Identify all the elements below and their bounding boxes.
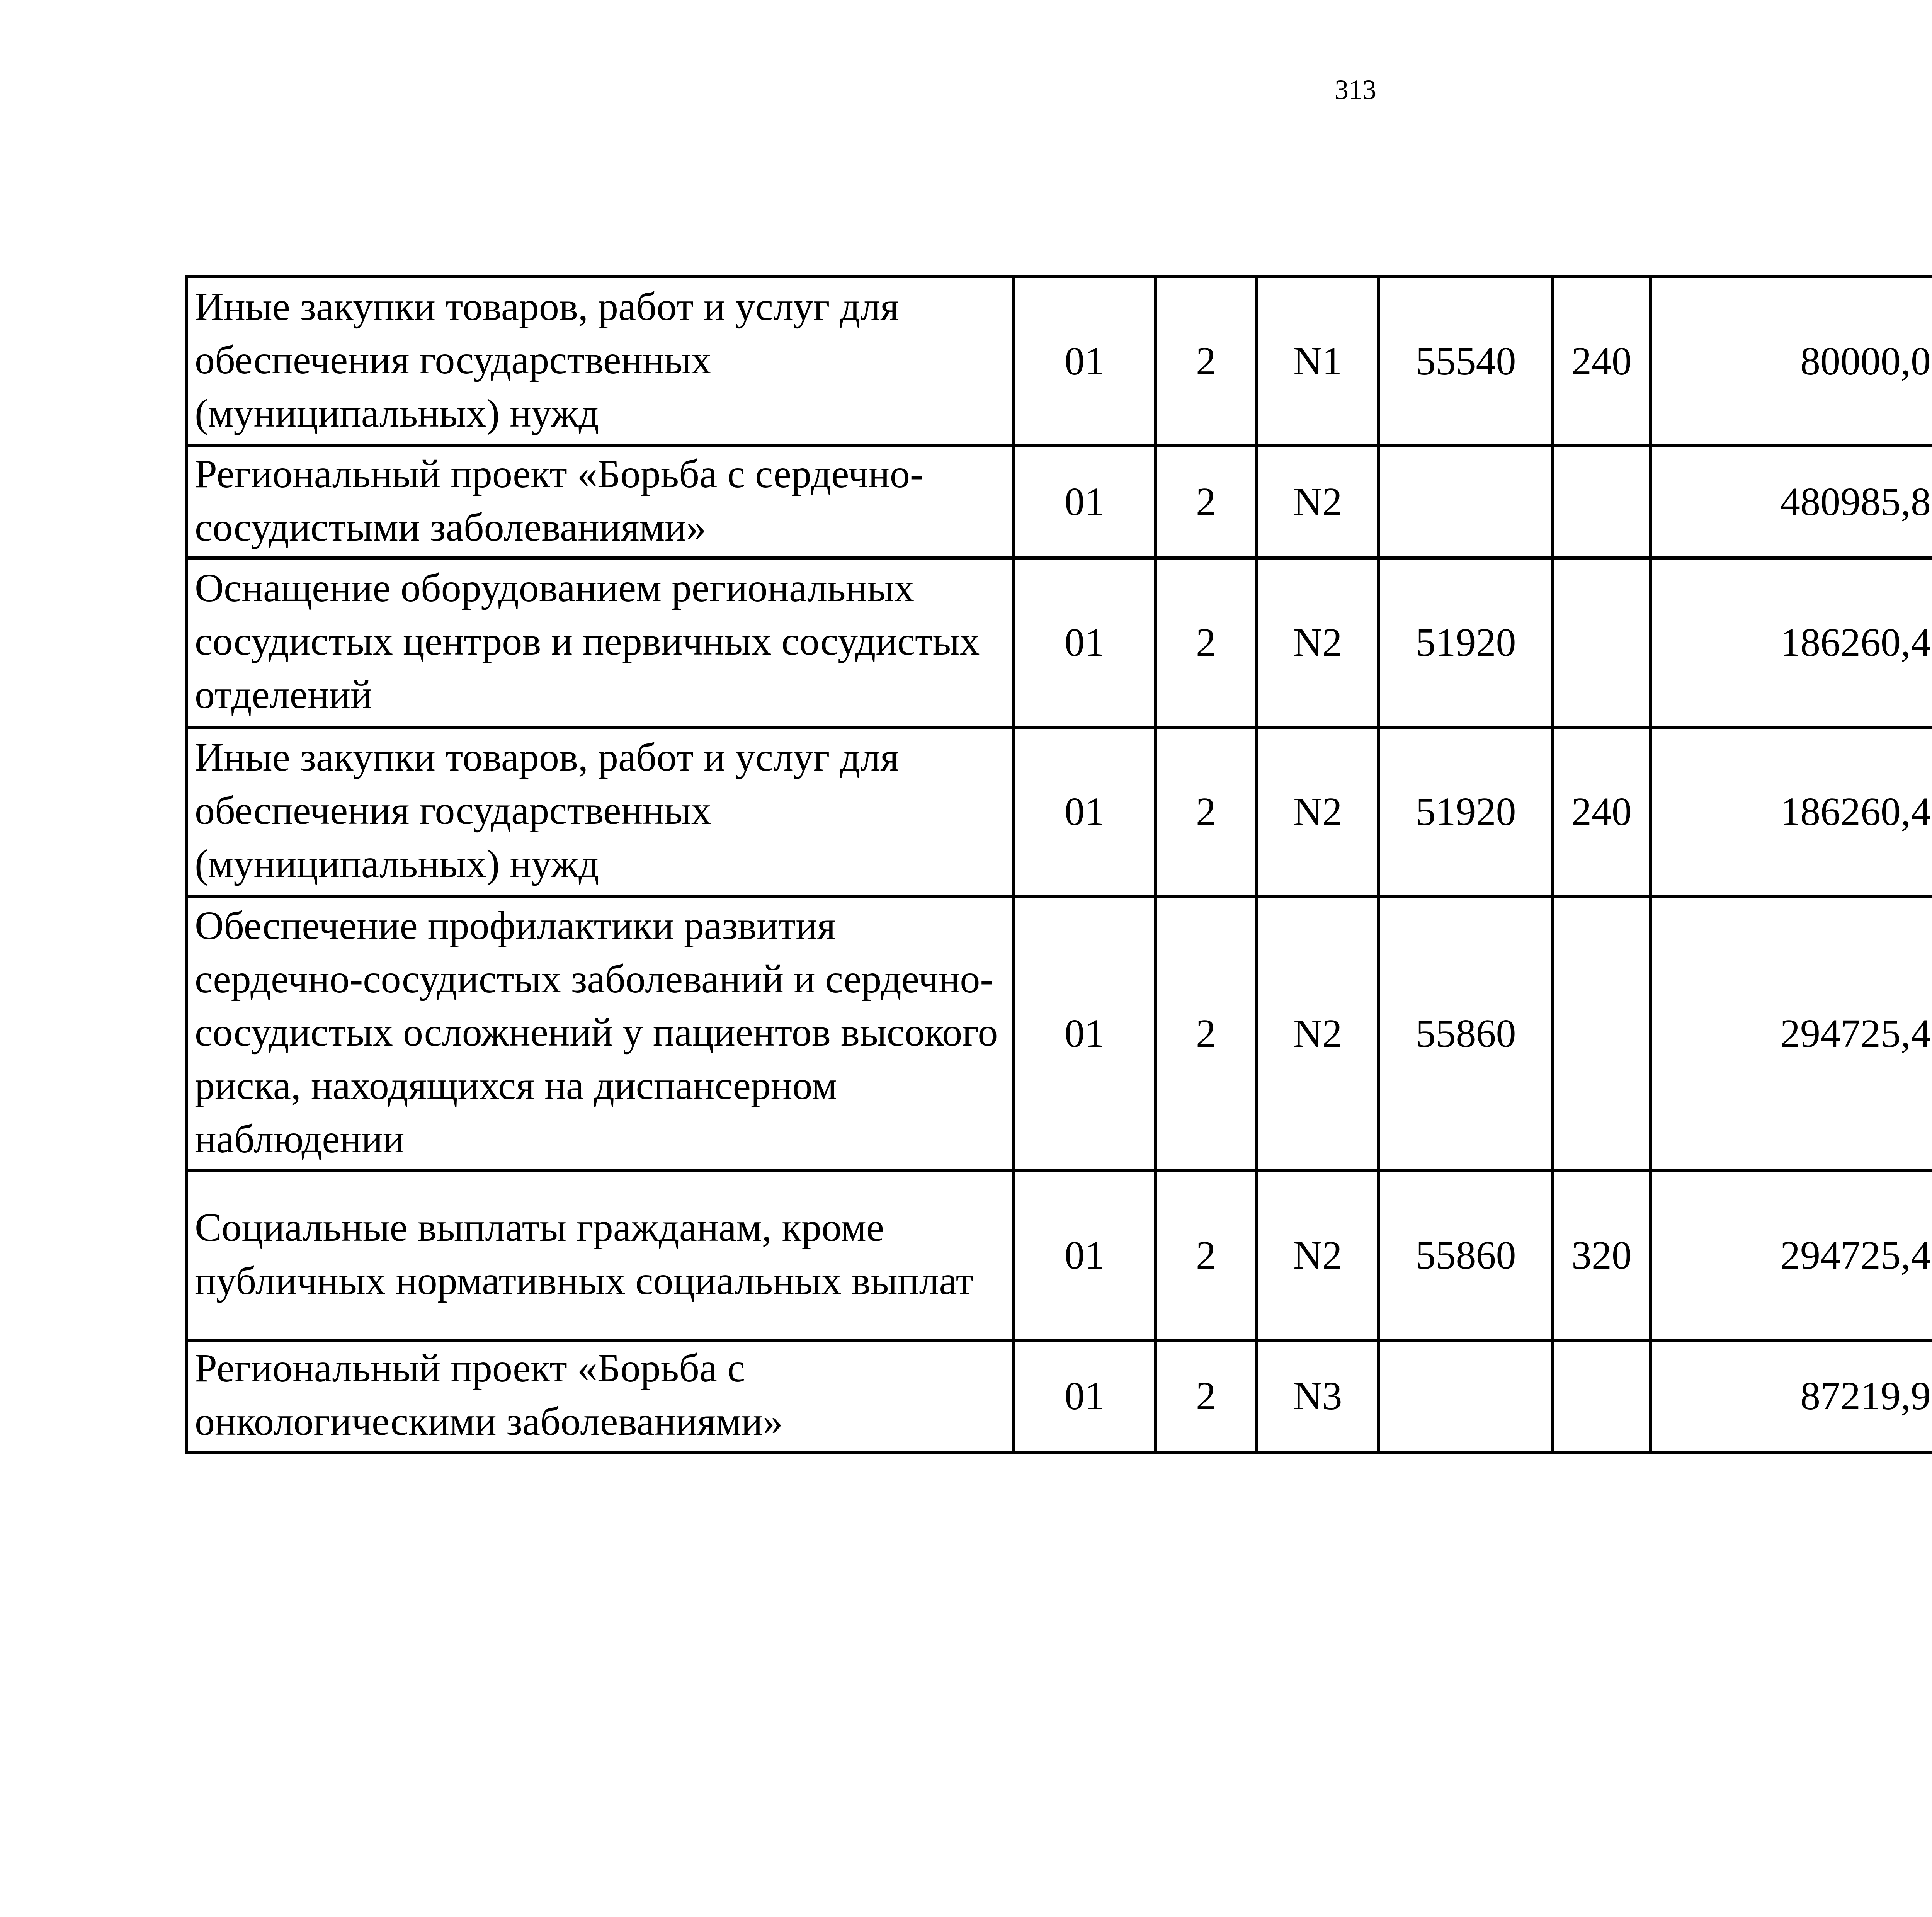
program-code-cell: 2 xyxy=(1155,896,1257,1171)
program-code-cell: 2 xyxy=(1155,727,1257,896)
project-code-cell: N2 xyxy=(1257,727,1379,896)
amount-cell-1: 186260,4 xyxy=(1650,727,1932,896)
table-row xyxy=(186,727,1932,896)
program-code-cell: 2 xyxy=(1155,1171,1257,1340)
table-row xyxy=(186,1171,1932,1340)
row-name-cell: Социальные выплаты гражданам, кроме публичных нормативных социальных выплат xyxy=(186,1171,1014,1340)
program-code-cell: 2 xyxy=(1155,277,1257,446)
expense-type-cell xyxy=(1553,896,1650,1171)
table-row xyxy=(186,896,1932,1171)
project-code-cell: N2 xyxy=(1257,558,1379,727)
direction-code-cell: 55860 xyxy=(1379,896,1553,1171)
amount-cell-1: 294725,4 xyxy=(1650,1171,1932,1340)
page-number: 313 xyxy=(1335,74,1376,105)
expense-type-cell: 240 xyxy=(1553,727,1650,896)
program-code-cell: 2 xyxy=(1155,446,1257,558)
direction-code-cell xyxy=(1379,1340,1553,1452)
project-code-cell: N3 xyxy=(1257,1340,1379,1452)
direction-code-cell xyxy=(1379,446,1553,558)
row-name-cell: Иные закупки товаров, работ и услуг для обеспечения государственных (муниципальных) нужд xyxy=(186,727,1014,896)
expense-type-cell xyxy=(1553,446,1650,558)
amount-cell-1: 294725,4 xyxy=(1650,896,1932,1171)
project-code-cell: N1 xyxy=(1257,277,1379,446)
section-code-cell: 01 xyxy=(1014,896,1155,1171)
program-code-cell: 2 xyxy=(1155,558,1257,727)
section-code-cell: 01 xyxy=(1014,1340,1155,1452)
table-row xyxy=(186,558,1932,727)
table-row xyxy=(186,277,1932,446)
row-name-cell: Оснащение оборудованием региональных сосудистых центров и первичных сосудистых отделений xyxy=(186,558,1014,727)
row-name-cell: Иные закупки товаров, работ и услуг для обеспечения государственных (муниципальных) нужд xyxy=(186,277,1014,446)
project-code-cell: N2 xyxy=(1257,1171,1379,1340)
amount-cell-1: 80000,0 xyxy=(1650,277,1932,446)
project-code-cell: N2 xyxy=(1257,446,1379,558)
amount-cell-1: 480985,8 xyxy=(1650,446,1932,558)
row-name-cell: Обеспечение профилактики развития сердечно-сосудистых заболеваний и сердечно-сосудистых осложнений у пациентов высокого риска, находящихся на диспансерном наблюдении xyxy=(186,896,1014,1171)
expense-type-cell xyxy=(1553,1340,1650,1452)
section-code-cell: 01 xyxy=(1014,558,1155,727)
expense-type-cell: 240 xyxy=(1553,277,1650,446)
direction-code-cell: 51920 xyxy=(1379,727,1553,896)
budget-table xyxy=(185,275,1932,1454)
table-row xyxy=(186,446,1932,558)
amount-cell-1: 186260,4 xyxy=(1650,558,1932,727)
section-code-cell: 01 xyxy=(1014,277,1155,446)
section-code-cell: 01 xyxy=(1014,446,1155,558)
direction-code-cell: 55860 xyxy=(1379,1171,1553,1340)
direction-code-cell: 55540 xyxy=(1379,277,1553,446)
project-code-cell: N2 xyxy=(1257,896,1379,1171)
row-name-cell: Региональный проект «Борьба с онкологическими заболеваниями» xyxy=(186,1340,1014,1452)
expense-type-cell xyxy=(1553,558,1650,727)
section-code-cell: 01 xyxy=(1014,1171,1155,1340)
table-row xyxy=(186,1340,1932,1452)
amount-cell-1: 87219,9 xyxy=(1650,1340,1932,1452)
direction-code-cell: 51920 xyxy=(1379,558,1553,727)
program-code-cell: 2 xyxy=(1155,1340,1257,1452)
row-name-cell: Региональный проект «Борьба с сердечно-сосудистыми заболеваниями» xyxy=(186,446,1014,558)
expense-type-cell: 320 xyxy=(1553,1171,1650,1340)
section-code-cell: 01 xyxy=(1014,727,1155,896)
